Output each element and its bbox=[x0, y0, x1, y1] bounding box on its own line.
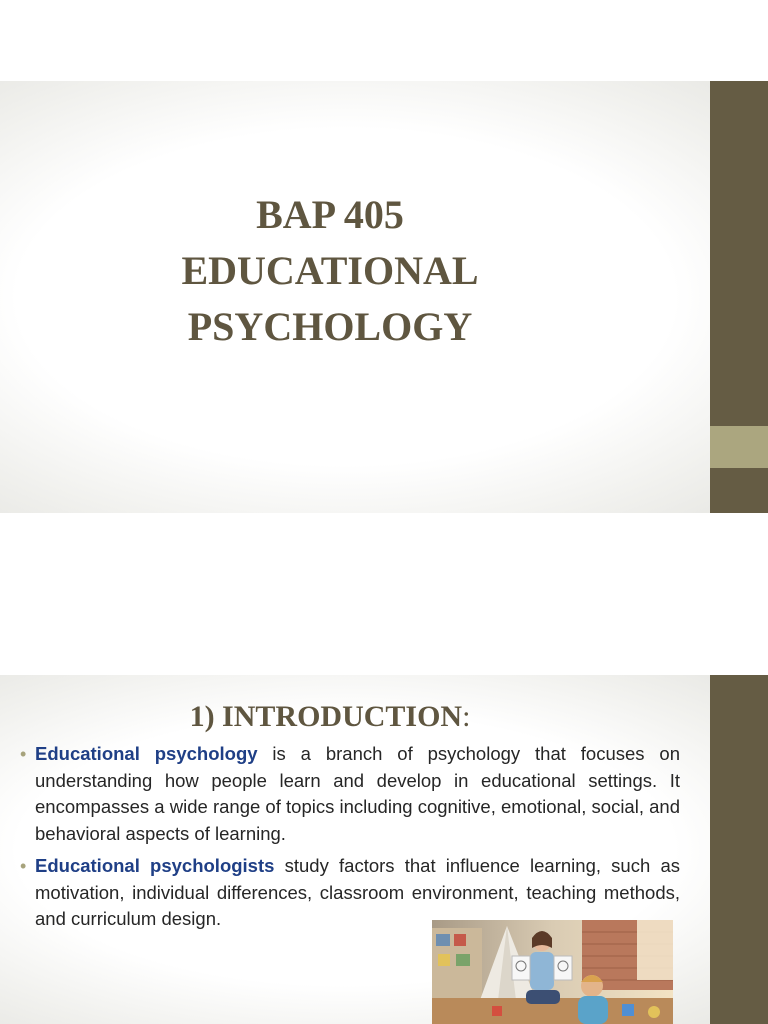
introduction-slide bbox=[0, 675, 768, 1024]
bullet-text: study factors that influence learning, such as motivation, individual differences, classroom environment, teaching methods, and curriculum design. bbox=[35, 855, 680, 929]
bullet-text: is a branch of psychology that focuses on understanding how people learn and develop in educational settings. It encompasses a wide range of topics including cognitive, emotional, social, and behavioral aspects of learning. bbox=[35, 743, 680, 844]
classroom-photo bbox=[432, 920, 673, 1024]
section-heading bbox=[0, 697, 660, 737]
title-line: EDUCATIONAL bbox=[181, 248, 479, 293]
bullet-item bbox=[20, 741, 680, 847]
title-slide bbox=[0, 81, 768, 513]
bullet-term: Educational psychology bbox=[35, 743, 258, 764]
slide-title bbox=[0, 187, 660, 355]
title-line: PSYCHOLOGY bbox=[187, 304, 473, 349]
section-heading-text: 1) INTRODUCTION bbox=[189, 700, 463, 733]
bullet-list bbox=[20, 741, 680, 939]
bullet-term: Educational psychologists bbox=[35, 855, 275, 876]
section-heading-colon: : bbox=[462, 700, 471, 733]
title-line: BAP 405 bbox=[256, 192, 404, 237]
side-bar-accent bbox=[710, 426, 768, 468]
side-bar bbox=[710, 675, 768, 1024]
